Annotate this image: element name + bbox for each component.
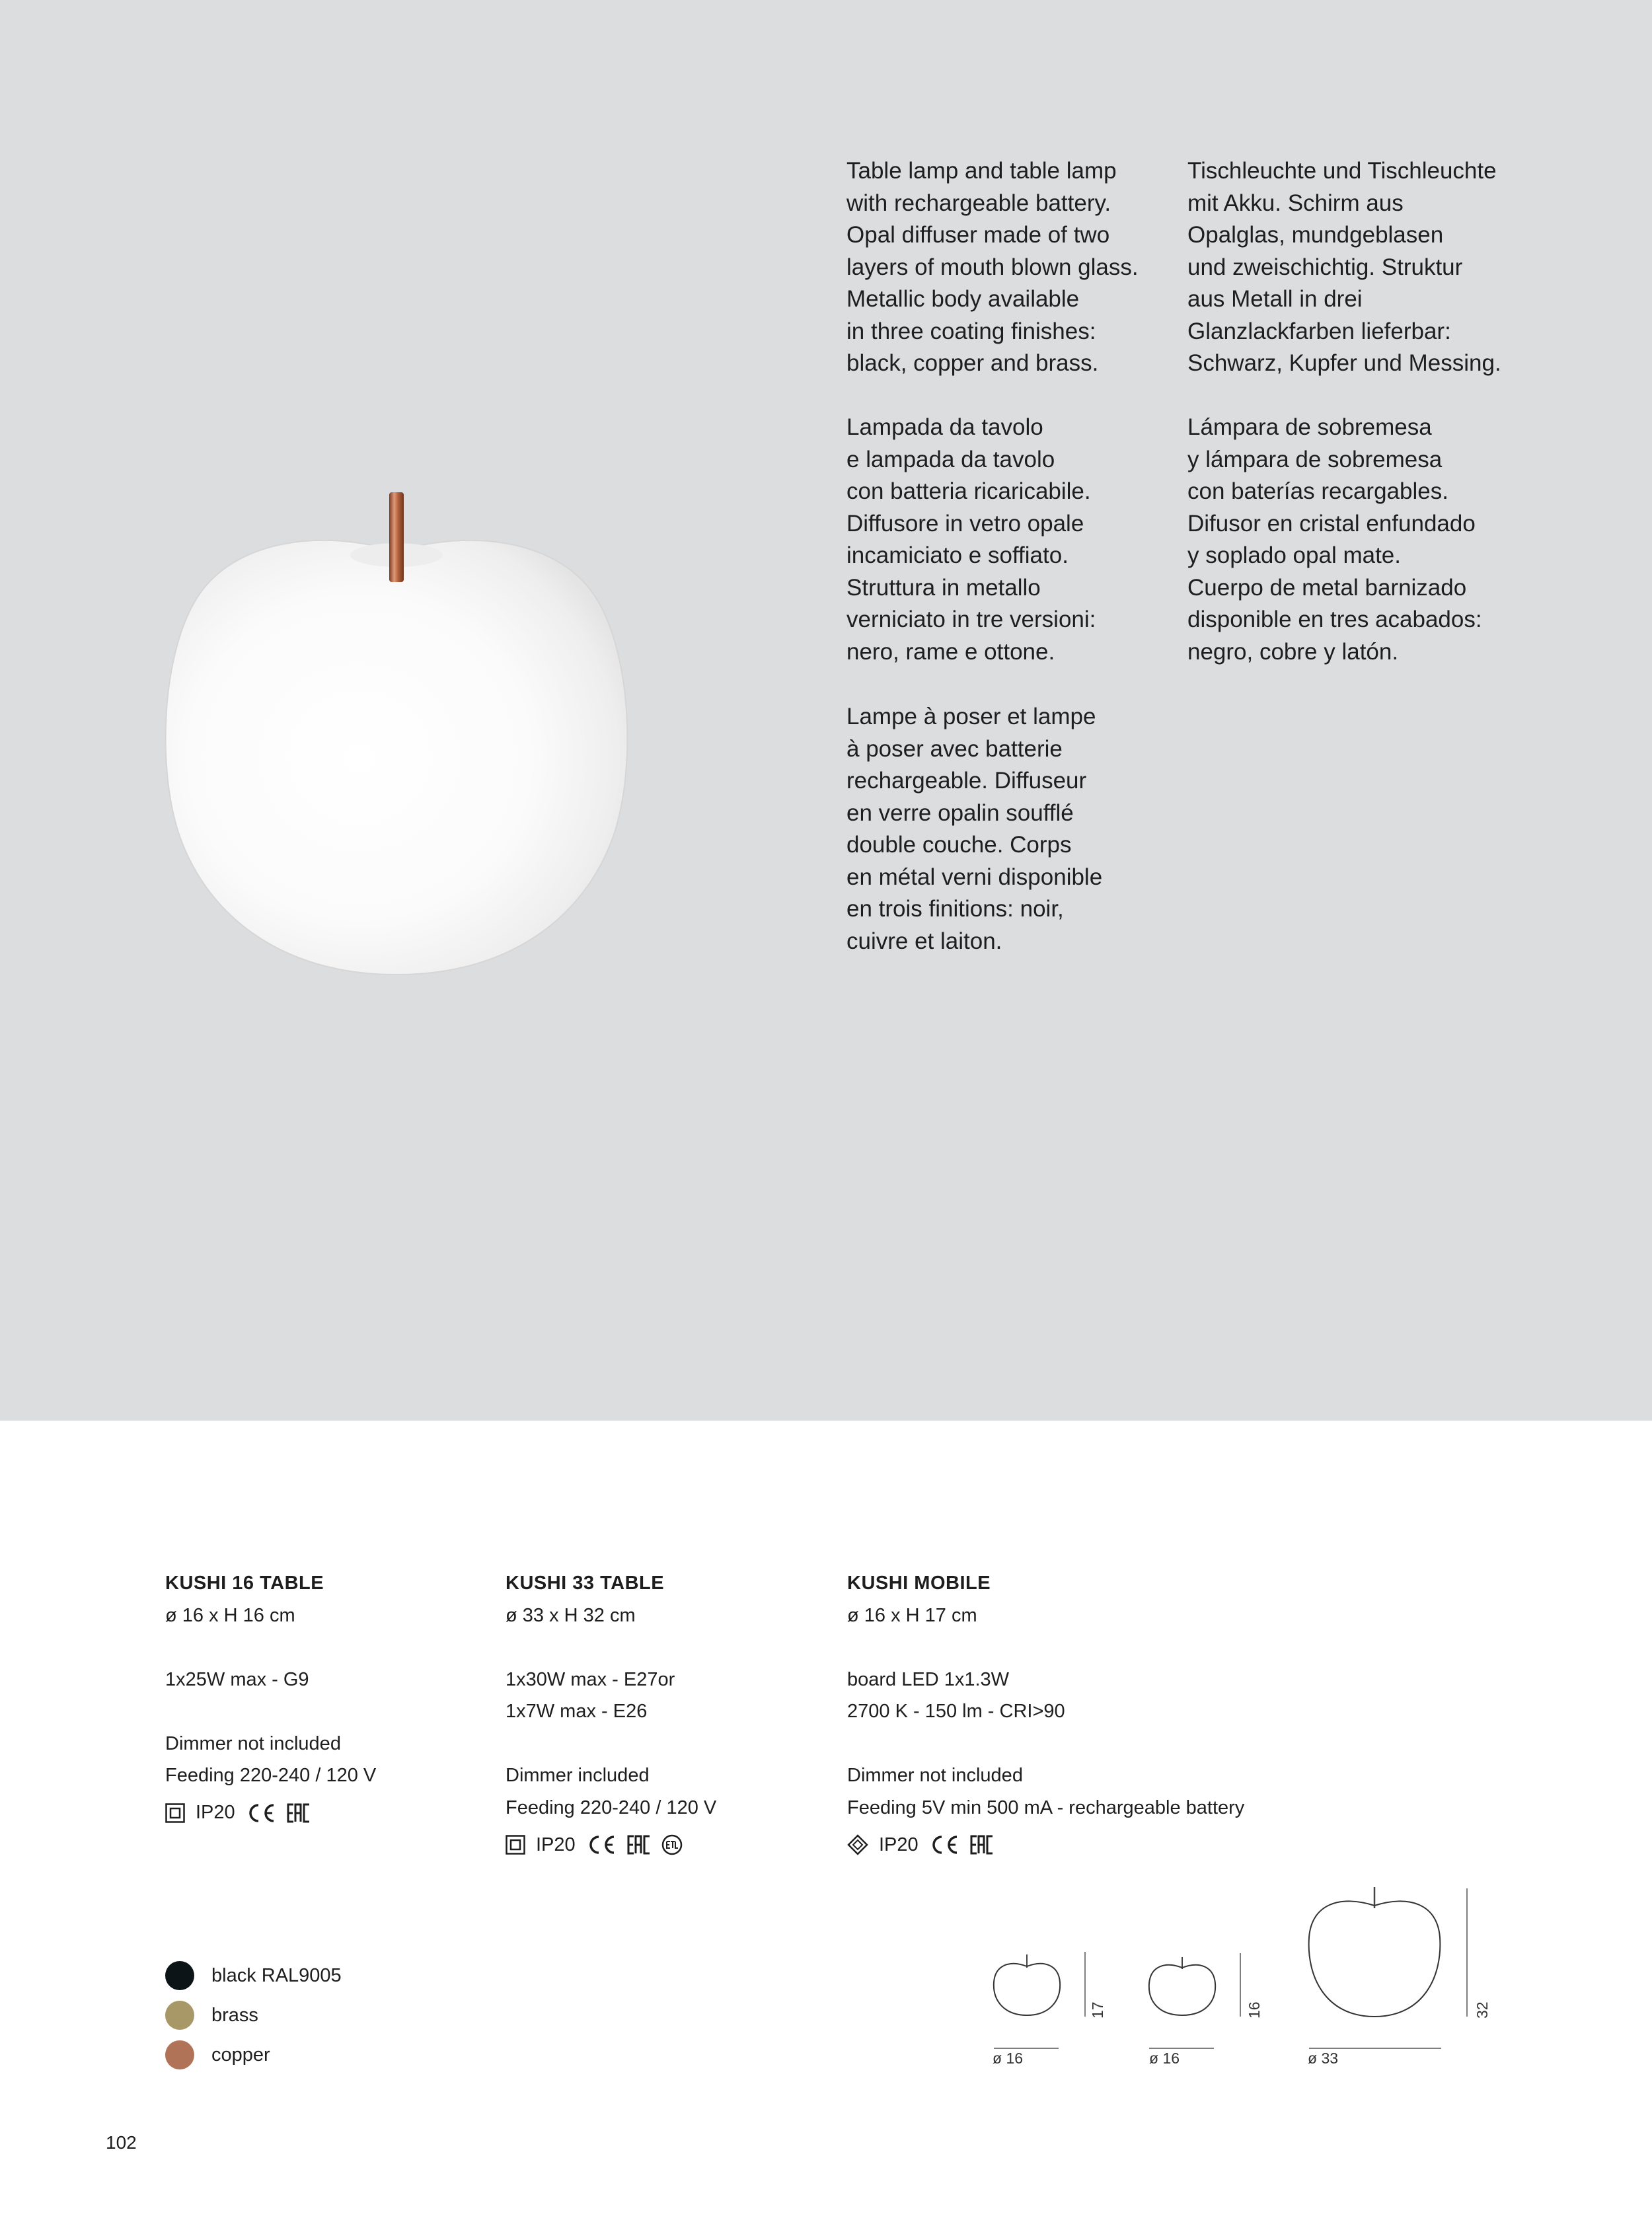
description-en: Table lamp and table lamp with rechargeable battery. Opal diffuser made of two layers of mouth blown glass. Metallic body available in three coating finishes: black, copper and brass. — [846, 158, 1139, 376]
dimension-diagram-33 — [1298, 1883, 1477, 2068]
product-size: ø 33 x H 32 cm — [506, 1604, 636, 1626]
product-title: KUSHI MOBILE — [847, 1573, 991, 1594]
height-label: 17 — [1089, 2001, 1106, 2019]
product-dimmer: Dimmer not included — [847, 1765, 1023, 1786]
eac-mark-icon — [287, 1803, 311, 1824]
brass-swatch — [165, 2001, 194, 2030]
spec-kushi-mobile — [847, 1567, 1244, 1861]
certifications — [506, 1829, 716, 1861]
double-insulation-icon — [165, 1803, 185, 1823]
ce-mark-icon — [246, 1803, 276, 1824]
product-size: ø 16 x H 16 cm — [165, 1604, 295, 1626]
certifications — [847, 1829, 1244, 1861]
height-label: 32 — [1474, 2001, 1491, 2019]
page-number: 102 — [106, 2132, 137, 2153]
ip-rating: IP20 — [196, 1802, 235, 1824]
product-power: 1x30W max - E27or — [506, 1668, 675, 1690]
product-feeding: Feeding 220-240 / 120 V — [506, 1797, 717, 1818]
product-size: ø 16 x H 17 cm — [847, 1604, 977, 1626]
finish-brass — [165, 1995, 342, 2035]
ce-mark-icon — [929, 1834, 959, 1855]
product-light-specs: 2700 K - 150 lm - CRI>90 — [847, 1701, 1065, 1722]
product-dimmer: Dimmer included — [506, 1765, 650, 1786]
ce-mark-icon — [586, 1834, 617, 1855]
certifications — [165, 1797, 376, 1829]
black-swatch — [165, 1961, 194, 1990]
description-de: Tischleuchte und Tischleuchte mit Akku. Schirm aus Opalglas, mundgeblasen und zweischichtig. Struktur aus Metall in drei Glanzlackfarben lieferbar: Schwarz, Kupfer und Messing. — [1187, 158, 1501, 376]
class-iii-icon — [847, 1834, 868, 1855]
product-feeding: Feeding 5V min 500 mA - rechargeable battery — [847, 1797, 1245, 1818]
double-insulation-icon — [506, 1835, 525, 1855]
copper-swatch — [165, 2040, 194, 2069]
product-power: board LED 1x1.3W — [847, 1668, 1010, 1690]
eac-mark-icon — [627, 1834, 651, 1855]
description-fr: Lampe à poser et lampe à poser avec batterie rechargeable. Diffuseur en verre opalin soufflé double couche. Corps en métal verni disponible en trois finitions: noir, cuivre et laiton. — [846, 704, 1103, 954]
finish-swatches — [165, 1956, 342, 2075]
product-power: 1x25W max - G9 — [165, 1668, 309, 1690]
finish-copper — [165, 2035, 342, 2075]
product-title: KUSHI 33 TABLE — [506, 1573, 665, 1594]
description-it: Lampada da tavolo e lampada da tavolo con batteria ricaricabile. Diffusore in vetro opale incamiciato e soffiato. Struttura in metallo verniciato in tre versioni: nero, rame e ottone. — [846, 414, 1096, 665]
finish-black — [165, 1956, 342, 1995]
finish-label: brass — [211, 2004, 258, 2026]
spec-kushi-33-table — [506, 1567, 716, 1861]
description-es: Lámpara de sobremesa y lámpara de sobremesa con baterías recargables. Difusor en cristal enfundado y soplado opal mate. Cuerpo de metal barnizado disponible en tres acabados: negro, cobre y latón. — [1187, 414, 1482, 665]
spec-kushi-16-table — [165, 1567, 376, 1829]
ip-rating: IP20 — [536, 1834, 576, 1855]
finish-label: black RAL9005 — [211, 1964, 342, 1986]
diameter-label: ø 16 — [993, 2050, 1024, 2067]
product-dimmer: Dimmer not included — [165, 1732, 341, 1754]
finish-label: copper — [211, 2044, 270, 2065]
height-label: 16 — [1246, 2001, 1263, 2019]
product-power-alt: 1x7W max - E26 — [506, 1701, 648, 1722]
diameter-label: ø 33 — [1308, 2050, 1339, 2067]
product-feeding: Feeding 220-240 / 120 V — [165, 1765, 377, 1786]
diameter-label: ø 16 — [1149, 2050, 1180, 2067]
ip-rating: IP20 — [879, 1834, 919, 1855]
eac-mark-icon — [970, 1834, 994, 1855]
product-title: KUSHI 16 TABLE — [165, 1573, 324, 1594]
kushi-lamp-image — [159, 489, 634, 978]
etl-mark-icon — [661, 1834, 683, 1855]
